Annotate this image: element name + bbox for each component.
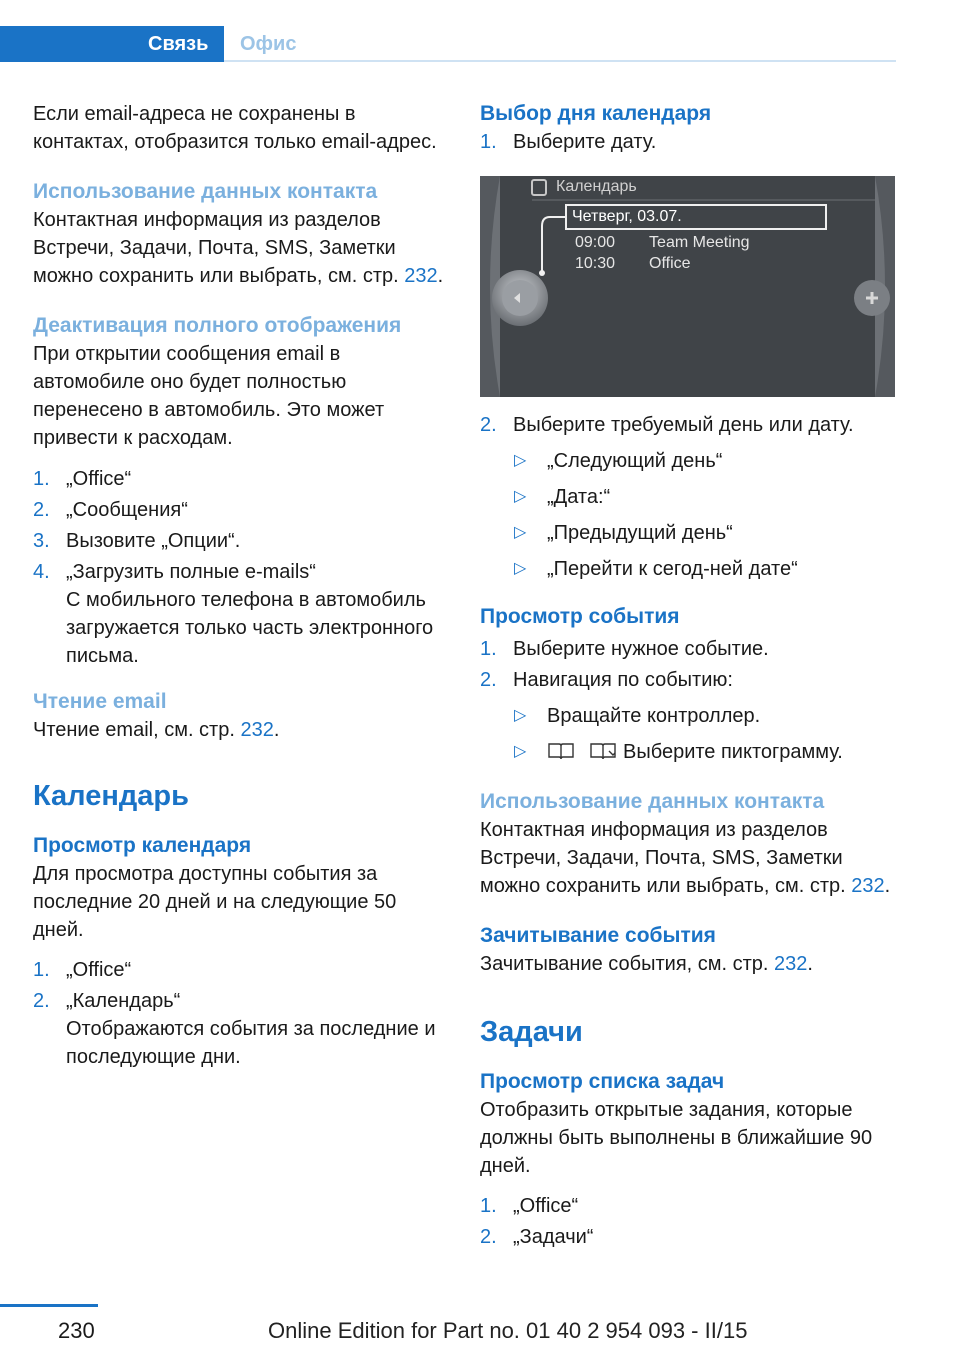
list-item: 1. Выберите дату. xyxy=(480,131,657,153)
bullet-item: ▷ „Предыдущий день“ xyxy=(480,519,898,547)
page-number: 230 xyxy=(58,1318,95,1343)
list-item: 2. „Сообщения“ xyxy=(33,499,188,521)
heading-view-event: Просмотр события xyxy=(480,605,680,628)
heading-calendar: Календарь xyxy=(33,780,189,812)
screen-date[interactable]: Четверг, 03.07. xyxy=(572,208,682,225)
header-divider xyxy=(224,60,896,62)
bullet-item: ▷ „Перейти к сегод-ней дате“ xyxy=(480,555,898,583)
heading-deactivate: Деактивация полного отображения xyxy=(33,314,402,337)
tasks-steps xyxy=(480,1192,898,1251)
event-row[interactable]: 10:30 Office xyxy=(575,255,691,272)
read-email-text: Чтение email, см. стр. 232. xyxy=(33,719,280,741)
calendar-screenshot xyxy=(480,176,895,397)
list-item: 2. Навигация по событию: xyxy=(480,669,733,691)
pick-bullets xyxy=(480,447,898,583)
right-column xyxy=(480,100,898,1251)
bullet-triangle-icon: ▷ xyxy=(514,452,527,469)
list-item: 2. „Календарь“ xyxy=(33,990,181,1012)
step4-note: С мобильного телефона в автомобиль загружается только часть электронного письма. xyxy=(66,589,434,667)
event-steps xyxy=(480,635,898,694)
read-event-text: Зачитывание события, см. стр. 232. xyxy=(480,953,813,975)
tab-svyaz[interactable]: Связь xyxy=(0,26,224,62)
list-item: 1. Выберите нужное событие. xyxy=(480,638,769,660)
edition-text: Online Edition for Part no. 01 40 2 954 093 - II/15 xyxy=(268,1318,748,1343)
left-column xyxy=(33,100,451,1071)
list-item: 1. „Office“ xyxy=(33,468,132,490)
footer-rule xyxy=(0,1304,98,1307)
contact-text-2: Контактная информация из разделов Встречи, Задачи, Почта, SMS, Заметки можно сохранить или выбрать, см. стр. 232. xyxy=(480,819,891,897)
list-item: 1. „Office“ xyxy=(480,1195,579,1217)
heading-read-email: Чтение email xyxy=(33,690,167,713)
heading-tasks: Задачи xyxy=(480,1016,583,1048)
heading-contact-data: Использование данных контакта xyxy=(33,180,378,203)
bullet-item: ▷ Выберите пиктограмму. xyxy=(480,738,898,766)
view-note: Отображаются события за последние и последующие дни. xyxy=(66,1018,436,1068)
tab-ofis[interactable]: Офис xyxy=(240,33,297,55)
event-bullets xyxy=(480,702,898,766)
idrive-display xyxy=(480,176,895,397)
list-item: 1. „Office“ xyxy=(33,959,132,981)
bullet-item: ▷ „Дата:“ xyxy=(480,483,898,511)
bullet-item: ▷ „Следующий день“ xyxy=(480,447,898,475)
bullet-triangle-icon: ▷ xyxy=(514,524,527,541)
bullet-triangle-icon: ▷ xyxy=(514,707,527,724)
bullet-item: ▷ Вращайте контроллер. xyxy=(480,702,898,730)
deactivate-text: При открытии сообщения email в автомобиле оно будет полностью перенесено в автомобиль. Это может привести к расходам. xyxy=(33,343,385,449)
heading-read-event: Зачитывание события xyxy=(480,924,716,947)
intro-text: Если email-адреса не сохранены в контактах, отобразится только email-адрес. xyxy=(33,103,437,153)
contact-text: Контактная информация из разделов Встречи, Задачи, Почта, SMS, Заметки можно сохранить или выбрать, см. стр. 232. xyxy=(33,209,444,287)
heading-contact-data-2: Использование данных контакта xyxy=(480,790,825,813)
pick-steps-2 xyxy=(480,411,898,439)
bullet-triangle-icon: ▷ xyxy=(514,743,527,760)
page-link[interactable]: 232 xyxy=(774,953,808,975)
steps-list xyxy=(33,465,451,586)
list-item: 3. Вызовите „Опции“. xyxy=(33,530,241,552)
list-item: 2. „Задачи“ xyxy=(480,1226,594,1248)
heading-pick-day: Выбор дня календаря xyxy=(480,102,712,125)
book-closed-icon xyxy=(547,741,575,761)
pick-steps xyxy=(480,128,898,156)
view-steps-list xyxy=(33,956,451,1015)
book-open-icon xyxy=(589,741,617,761)
heading-view-calendar: Просмотр календаря xyxy=(33,834,252,857)
bullet-triangle-icon: ▷ xyxy=(514,488,527,505)
event-row[interactable]: 09:00 Team Meeting xyxy=(575,234,750,251)
page-link[interactable]: 232 xyxy=(240,719,274,741)
header-bar xyxy=(0,0,960,62)
page-link[interactable]: 232 xyxy=(404,265,438,287)
heading-view-tasks: Просмотр списка задач xyxy=(480,1070,725,1093)
tasks-text: Отобразить открытые задания, которые должны быть выполнены в ближайшие 90 дней. xyxy=(480,1099,873,1177)
screen-title: Календарь xyxy=(556,178,637,195)
view-calendar-text: Для просмотра доступны события за последние 20 дней и на следующие 50 дней. xyxy=(33,863,397,941)
list-item: 2. Выберите требуемый день или дату. xyxy=(480,414,854,436)
bullet-triangle-icon: ▷ xyxy=(514,560,527,577)
page-link[interactable]: 232 xyxy=(851,875,885,897)
list-item: 4. „Загрузить полные e-mails“ xyxy=(33,561,316,583)
